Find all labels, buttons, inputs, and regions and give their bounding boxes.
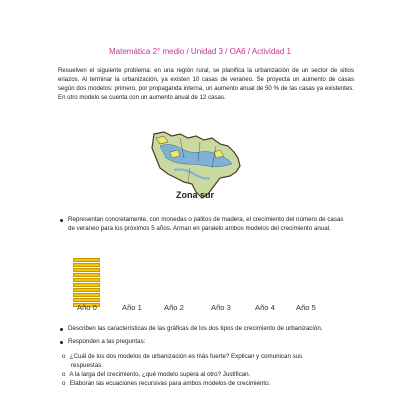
year-labels — [0, 303, 400, 315]
year-label: Año 0 — [77, 303, 97, 312]
year-label: Año 3 — [211, 303, 231, 312]
stack-block — [73, 278, 100, 282]
year-label: Año 1 — [122, 303, 142, 312]
question-continuation: respuestas. — [71, 362, 103, 369]
year-label: Año 5 — [296, 303, 316, 312]
map-label: Zona sur — [176, 190, 215, 200]
stack-block — [73, 268, 100, 272]
bullet-marker — [60, 328, 63, 331]
intro-paragraph: Resuelven el siguiente problema: en una región rural, se planifica la urbanización de un sector de sitios eriazos. Al terminar la urbanización, ya existen 10 casas de veraneo. Se proyecta un aumento de casas según dos modelos: primero, por propaganda interna, un aumento anual de 50 % de las casas ya existentes. En otro modelo se cuenta con un aumento anual de 12 casas. — [58, 67, 354, 101]
year-label: Año 2 — [164, 303, 184, 312]
coin-stack — [73, 258, 100, 308]
page-title: Matemática 2° medio / Unidad 3 / OA6 / Actividad 1 — [109, 47, 291, 56]
bullet-text: Describen las características de las gráficas de los dos tipos de crecimiento de urbanización. — [68, 325, 323, 332]
stack-block — [73, 298, 100, 302]
question-item — [62, 371, 250, 380]
bullet-marker — [60, 341, 63, 344]
bullet-text: Responden a las preguntas: — [68, 338, 146, 345]
stack-block — [73, 288, 100, 292]
question-marker: o — [62, 371, 66, 378]
stack-block — [73, 258, 100, 262]
question-text: A la larga del crecimiento, ¿qué modelo supera al otro? Justifican. — [69, 371, 251, 378]
question-text: ¿Cuál de los dos modelos de urbanización es más fuerte? Explican y comunican sus — [69, 353, 303, 360]
stack-block — [73, 273, 100, 277]
question-text: Elaboran las ecuaciones recursivas para ambos modelos de crecimiento. — [69, 380, 271, 387]
question-item — [62, 353, 302, 362]
question-marker: o — [62, 380, 66, 387]
question-marker: o — [62, 353, 66, 360]
bullet-text: Representan concretamente, con monedas o palitos de madera, el crecimiento del número de casas de veraneo para los próximos 5 años. Arman en paralelo ambos modelos del crecimiento anual. — [68, 216, 344, 232]
year-label: Año 4 — [255, 303, 275, 312]
bullet-marker — [60, 219, 63, 222]
question-item — [62, 380, 270, 389]
stack-block — [73, 283, 100, 287]
stack-block — [73, 293, 100, 297]
stack-block — [73, 263, 100, 267]
